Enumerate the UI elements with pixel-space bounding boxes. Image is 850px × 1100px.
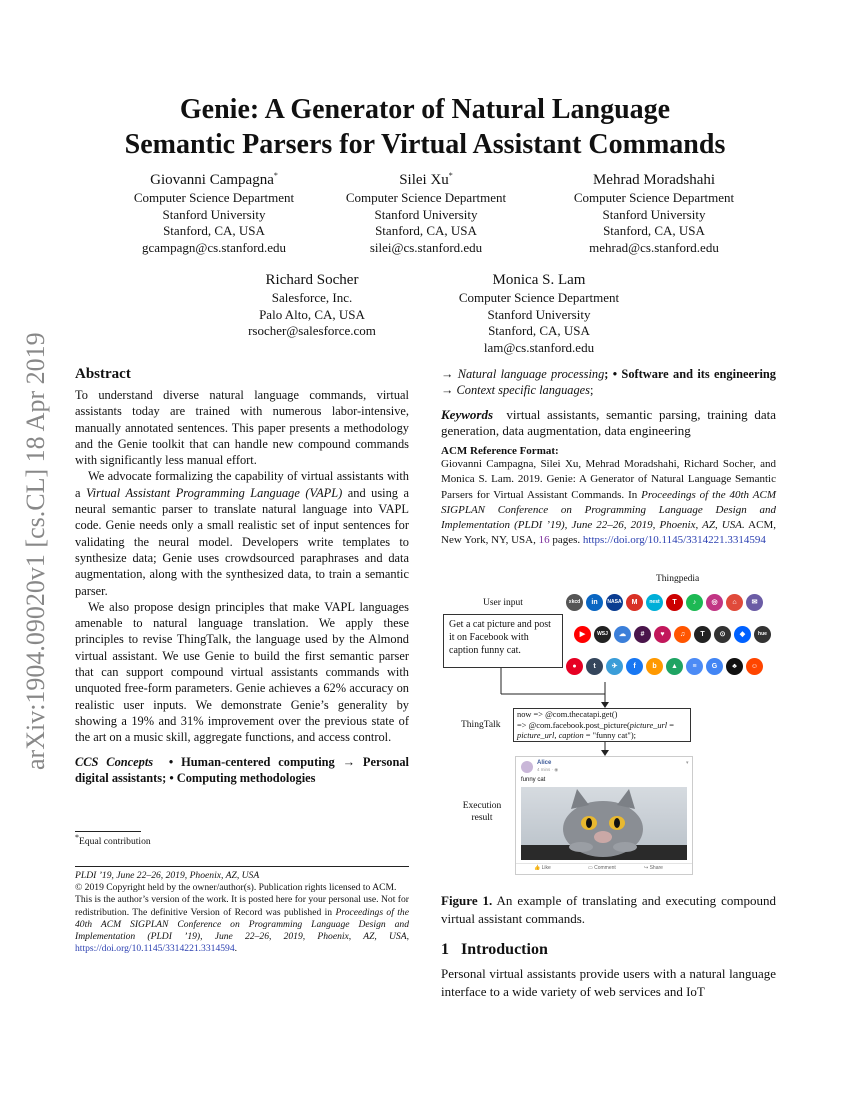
service-logo-icon: in — [586, 594, 603, 611]
service-logo-icon: # — [634, 626, 651, 643]
chevron-down-icon[interactable]: ▾ — [686, 760, 689, 766]
label-execution-result: Execution result — [462, 801, 502, 823]
author-loc: Stanford, CA, USA — [603, 223, 705, 238]
service-logo-icon: ◎ — [706, 594, 723, 611]
service-logo-icon: G — [706, 658, 723, 675]
footnote-rule — [75, 831, 141, 832]
author-block — [540, 170, 768, 256]
introduction-section — [441, 941, 776, 1000]
right-column — [441, 366, 776, 548]
abstract-paragraph: We also propose design principles that make VAPL languages amenable to natural language translation. We apply these principles to revise ThingTalk, the language used by the Almond virtual assistant. We use Genie to build the first semantic parser that can support compound virtual assistants commands with unquoted free-form parameters. Genie achieves a 62% accuracy on realistic user inputs. We demonstrate Genie’s generality by showing a 19% and 31% improvement over the previous state of the art on a music skill, aggregate functions, and access control. — [75, 599, 409, 745]
service-logo-icon: ♣ — [726, 658, 743, 675]
author-email: gcampagn@cs.stanford.edu — [141, 239, 287, 255]
author-block — [198, 270, 426, 340]
service-logo-icon: ⌂ — [726, 594, 743, 611]
share-button[interactable]: ↪ Share — [644, 865, 663, 871]
avatar — [521, 761, 533, 773]
label-user-input: User input — [483, 598, 523, 608]
arxiv-stamp — [2, 290, 58, 790]
service-logo-icon: T — [694, 626, 711, 643]
author-dept: Computer Science Department — [345, 190, 507, 205]
section-heading: 1 Introduction — [441, 941, 548, 958]
service-logo-icon: ♫ — [674, 626, 691, 643]
service-logo-icon: ✈ — [606, 658, 623, 675]
post-time: 4 mins · ◉ — [537, 767, 559, 772]
acm-ref-heading: ACM Reference Format: — [441, 445, 559, 458]
author-loc: Stanford, CA, USA — [163, 223, 265, 238]
footnote-equal: *Equal contribution — [75, 832, 151, 847]
abstract-paragraph: We advocate formalizing the capability of virtual assistants with a Virtual Assistant Programming Language (VAPL) and using a neural semantic parser to translate natural language into VAPL code. Genie needs only a small realistic set of input sentences for validating the neural model. Developers write templates to synthesize data; Genie uses crowdsourced paraphrases and data augmentation, along with the synthesized data, to train a semantic parser. — [75, 469, 409, 598]
author-block — [425, 270, 653, 356]
abstract-heading: Abstract — [75, 366, 131, 382]
author-org: Stanford University — [487, 306, 591, 322]
service-logo-icon: b — [646, 658, 663, 675]
keywords: Keywords virtual assistants, semantic parsing, training data generation, data augmentation, data engineering — [441, 406, 777, 438]
author-dept: Computer Science Department — [458, 290, 620, 305]
service-logo-icon: xkcd — [566, 594, 583, 611]
service-logo-icon: t — [586, 658, 603, 675]
author-email: mehrad@cs.stanford.edu — [589, 239, 719, 255]
author-org: Palo Alto, CA, USA — [259, 306, 365, 322]
service-logo-icon: f — [626, 658, 643, 675]
service-logo-icon: ▲ — [666, 658, 683, 675]
ccs-concepts-cont: → Natural language processing; • Software and its engineering → Context specific languages; — [441, 367, 776, 398]
author-dept: Salesforce, Inc. — [271, 290, 353, 305]
service-logo-icon: ✉ — [746, 594, 763, 611]
author-name: Richard Socher — [265, 272, 359, 288]
author-block: Silei Xu* Computer Science Department Stanford University Stanford, CA, USA silei@cs.stanford.edu — [312, 170, 540, 256]
thumbs-up-icon: 👍 — [534, 865, 541, 871]
service-logo-icon: ≡ — [686, 658, 703, 675]
facebook-post — [515, 756, 693, 875]
acm-ref-text: Giovanni Campagna, Silei Xu, Mehrad Moradshahi, Richard Socher, and Monica S. Lam. 2019. Genie: A Generator of Natural Language Semantic Parsers for Virtual Assistant Commands. In Proceedings of the 40th ACM SIGPLAN Conference on Programming Language Design and Implementation (PLDI ’19), June 22–26, 2019, Phoenix, AZ, USA. ACM, New York, NY, USA, 16 pages. https://doi.org/10.1145/3314221.3314594 — [441, 458, 776, 547]
copyright-line: © 2019 Copyright held by the owner/author(s). Publication rights licensed to ACM. — [75, 882, 397, 894]
service-logo-icon: ♪ — [686, 594, 703, 611]
label-thingtalk: ThingTalk — [461, 720, 501, 730]
doi-link[interactable]: https://doi.org/10.1145/3314221.3314594 — [75, 943, 235, 955]
paper-title — [0, 92, 850, 162]
author-dept: Computer Science Department — [133, 190, 295, 205]
service-logo-icon: ⊙ — [714, 626, 731, 643]
service-logo-icon: nest — [646, 594, 663, 611]
author-name: Giovanni Campagna — [150, 172, 274, 188]
author-name: Monica S. Lam — [492, 272, 586, 288]
doi-link[interactable]: https://doi.org/10.1145/3314221.3314594 — [582, 534, 766, 547]
author-block: Giovanni Campagna* Computer Science Department Stanford University Stanford, CA, USA gcampagn@cs.stanford.edu — [98, 170, 330, 256]
post-author: Alice — [537, 760, 552, 766]
abstract-paragraph: To understand diverse natural language commands, virtual assistants today are trained with numerous labor-intensive, manually annotated sentences. This paper presents a methodology and the Genie toolkit that can handle new compound commands with significantly less manual effort. — [75, 388, 409, 468]
comment-icon: ▭ — [588, 865, 593, 871]
service-logo-icon: ♥ — [654, 626, 671, 643]
service-logo-icon: hue — [754, 626, 771, 643]
author-name: Mehrad Moradshahi — [592, 172, 716, 188]
author-email: silei@cs.stanford.edu — [369, 239, 483, 255]
author-name: Silei Xu — [399, 172, 449, 188]
thingtalk-code-box: now => @com.thecatapi.get() => @com.facebook.post_picture(picture_url = picture_url, caption = "funny cat"); — [513, 708, 691, 742]
ccs-concepts: CCS Concepts • Human-centered computing → Personal digital assistants; • Computing methodologies — [75, 754, 409, 785]
service-logo-icon: NASA — [606, 594, 623, 611]
copyright-block: PLDI ’19, June 22–26, 2019, Phoenix, AZ, USA © 2019 Copyright held by the owner/author(s). Publication rights licensed to ACM. This is the author’s version of the work. It is posted here for your personal use. Not for redistribution. The definitive Version of Record was published in Proceedings of the 40th ACM SIGPLAN Conference on Programming Language Design and Implementation (PLDI ’19), June 22–26, 2019, Phoenix, AZ, USA, https://doi.org/10.1145/3314221.3314594. — [75, 870, 409, 955]
globe-icon: ◉ — [554, 767, 559, 772]
service-logo-icon: ▶ — [574, 626, 591, 643]
label-thingpedia: Thingpedia — [656, 574, 700, 584]
comment-button[interactable]: ▭ Comment — [588, 865, 616, 871]
author-email: lam@cs.stanford.edu — [483, 339, 595, 355]
figure-1 — [441, 572, 776, 882]
left-column — [75, 366, 409, 786]
footnote-rule — [75, 866, 409, 867]
venue-line: PLDI ’19, June 22–26, 2019, Phoenix, AZ, USA — [75, 870, 260, 881]
author-org: Stanford University — [162, 206, 266, 222]
author-org: Stanford University — [602, 206, 706, 222]
intro-paragraph: Personal virtual assistants provide users with a natural language interface to a wide variety of web services and IoT — [441, 966, 776, 999]
service-logo-icon: T — [666, 594, 683, 611]
title-line-1: Genie: A Generator of Natural Language — [179, 94, 671, 125]
service-logo-icon: ● — [566, 658, 583, 675]
arxiv-id: arXiv:1904.09020v1 [cs.CL] 18 Apr 2019 — [21, 332, 50, 770]
service-logo-icon: ◆ — [734, 626, 751, 643]
share-icon: ↪ — [644, 865, 649, 871]
service-logo-icon: WSJ — [594, 626, 611, 643]
service-logo-icon: ☺ — [746, 658, 763, 675]
service-logo-icon: ☁ — [614, 626, 631, 643]
author-dept: Computer Science Department — [573, 190, 735, 205]
post-caption: funny cat — [521, 777, 546, 783]
author-loc: Stanford, CA, USA — [375, 223, 477, 238]
cat-photo — [521, 787, 687, 860]
title-line-2: Semantic Parsers for Virtual Assistant Commands — [124, 129, 726, 160]
author-org: Stanford University — [374, 206, 478, 222]
like-button[interactable]: 👍 Like — [534, 865, 551, 871]
figure-caption: Figure 1. An example of translating and executing compound virtual assistant commands. — [441, 893, 776, 926]
author-email: rsocher@salesforce.com — [248, 323, 376, 338]
service-logo-icon: M — [626, 594, 643, 611]
author-loc: Stanford, CA, USA — [488, 323, 590, 338]
user-input-box: Get a cat picture and post it on Facebook with caption funny cat. — [443, 614, 563, 668]
